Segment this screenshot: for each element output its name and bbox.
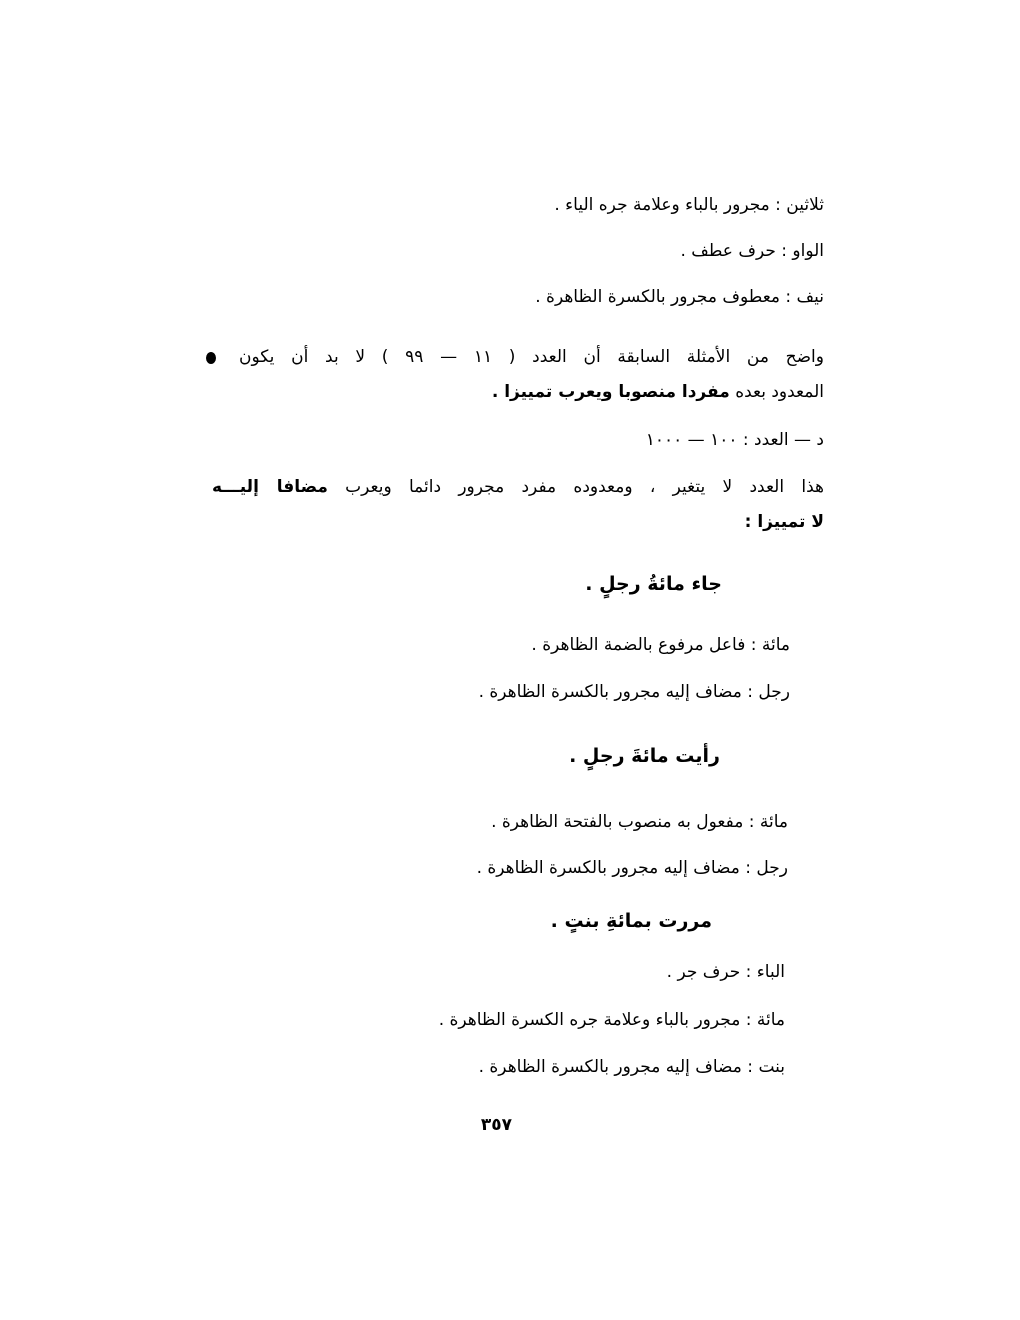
text-line: رجل : مضاف إليه مجرور بالكسرة الظاهرة . <box>478 682 790 702</box>
text-line: الباء : حرف جر . <box>666 962 785 982</box>
example-sentence: جاء مائةُ رجلٍ . <box>585 573 722 595</box>
text-span-bold: مفردا منصوبا ويعرب تمييزا . <box>491 382 730 402</box>
text-line: واضح من الأمثلة السابقة أن العدد ( ١١ — ٩٩ ) لا بد أن يكون <box>239 347 824 367</box>
text-span: هذا العدد لا يتغير ، ومعدوده مفرد مجرور دائما ويعرب <box>345 477 824 497</box>
text-line: رجل : مضاف إليه مجرور بالكسرة الظاهرة . <box>476 858 788 878</box>
text-line: لا تمييزا : <box>744 512 824 532</box>
text-span-bold: مضافا إليـــه <box>212 477 328 497</box>
example-sentence: رأيت مائةَ رجلٍ . <box>569 745 720 767</box>
section-heading: د — العدد : ١٠٠ — ١٠٠٠ <box>645 430 824 450</box>
text-line: بنت : مضاف إليه مجرور بالكسرة الظاهرة . <box>478 1057 785 1077</box>
example-sentence: مررت بمائةِ بنتٍ . <box>550 910 712 932</box>
text-line: مائة : مجرور بالباء وعلامة جره الكسرة الظاهرة . <box>438 1010 785 1030</box>
text-line <box>492 380 824 404</box>
text-line: الواو : حرف عطف . <box>680 241 824 261</box>
text-span: المعدود بعده <box>735 382 824 402</box>
text-line: ثلاثين : مجرور بالباء وعلامة جره الياء . <box>554 195 824 215</box>
text-line: مائة : فاعل مرفوع بالضمة الظاهرة . <box>531 635 790 655</box>
bullet-icon <box>206 352 216 364</box>
text-line: نيف : معطوف مجرور بالكسرة الظاهرة . <box>535 287 824 307</box>
text-line <box>212 475 824 499</box>
text-line: مائة : مفعول به منصوب بالفتحة الظاهرة . <box>491 812 788 832</box>
page-number: ٣٥٧ <box>480 1115 512 1135</box>
